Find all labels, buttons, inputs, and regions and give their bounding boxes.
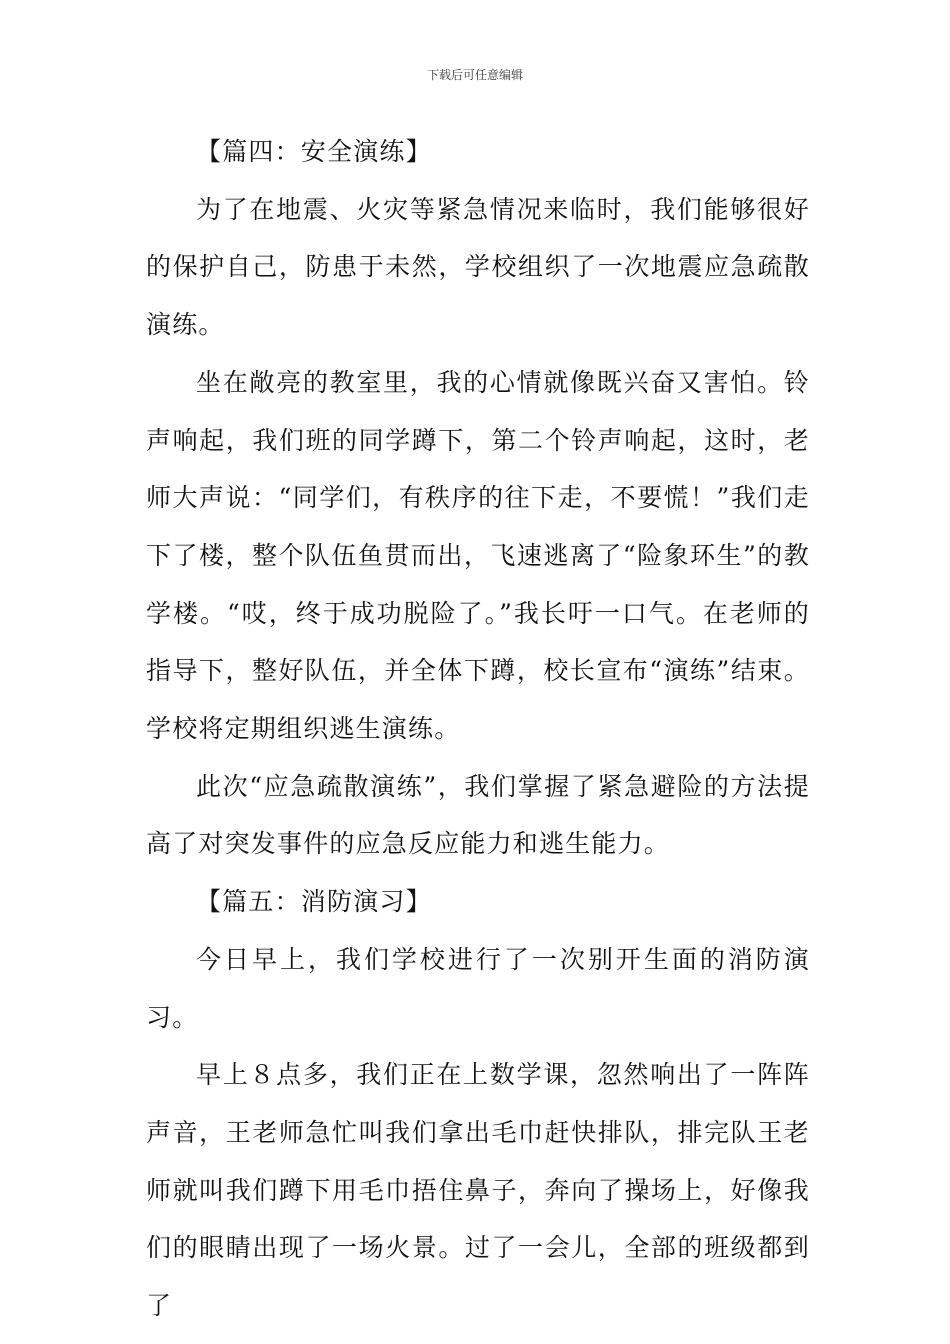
section-heading: 【篇五：消防演习】 (196, 887, 432, 917)
section-heading: 【篇四：安全演练】 (196, 137, 432, 166)
paragraph: 今日早上，我们学校进行了一次别开生面的消防演习。 (146, 944, 810, 1032)
paragraph: 坐在敞亮的教室里，我的心情就像既兴奋又害怕。铃声响起，我们班的同学蹲下，第二个铃声响起，这时，老师大声说：“同学们，有秩序的往下走，不要慌！”我们走下了楼，整个队伍鱼贯而出，飞速逃离了“险象环生”的教学楼。“哎，终于成功脱险了。”我长吁一口气。在老师的指导下，整好队伍，并全体下蹲，校长宣布“演练”结束。学校将定期组织逃生演练。 (146, 367, 810, 744)
paragraph: 为了在地震、火灾等紧急情况来临时，我们能够很好的保护自己，防患于未然，学校组织了一次地震应急疏散演练。 (146, 194, 810, 340)
document-body (146, 123, 810, 1335)
paragraph: 早上８点多，我们正在上数学课，忽然响出了一阵阵声音，王老师急忙叫我们拿出毛巾赶快排队，排完队王老师就叫我们蹲下用毛巾捂住鼻子，奔向了操场上，好像我们的眼睛出现了一场火景。过了一会儿，全部的班级都到了 (146, 1060, 810, 1321)
paragraph: 此次“应急疏散演练”，我们掌握了紧急避险的方法提高了对突发事件的应急反应能力和逃生能力。 (146, 771, 810, 859)
page-header-note: 下载后可任意编辑 (426, 68, 523, 82)
